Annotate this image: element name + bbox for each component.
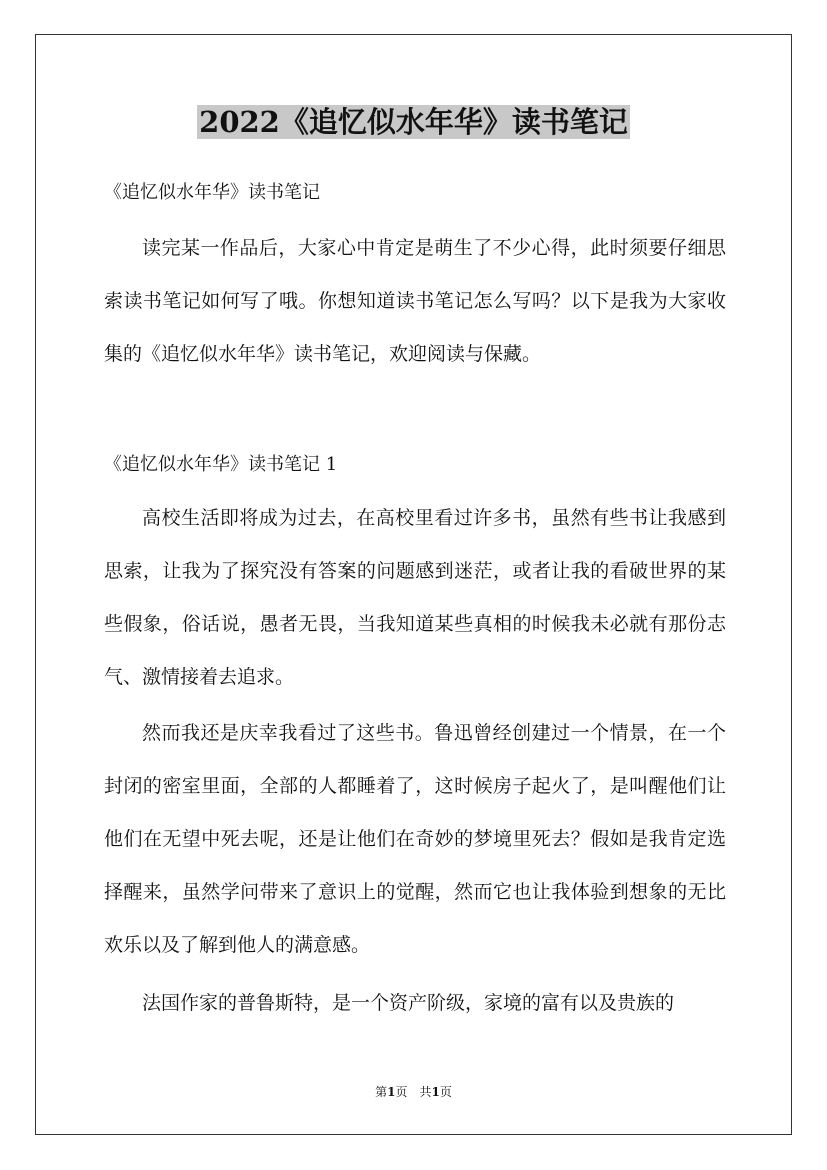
section-heading: 《追忆似水年华》读书笔记 1 — [104, 454, 338, 475]
document-subtitle: 《追忆似水年华》读书笔记 — [104, 182, 320, 203]
body-paragraph-2: 然而我还是庆幸我看过了这些书。鲁迅曾经创建过一个情景，在一个封闭的密室里面，全部的人都睡着了，这时候房子起火了，是叫醒他们让他们在无望中死去呢，还是让他们在奇妙的梦境里死去？假如是我肯定选择醒来，虽然学问带来了意识上的觉醒，然而它也让我体验到想象的无比欢乐以及了解到他人的满意感。 — [104, 722, 726, 956]
footer-prefix: 第 — [375, 1085, 388, 1099]
body-paragraph-3: 法国作家的普鲁斯特，是一个资产阶级，家境的富有以及贵族的 — [142, 992, 675, 1014]
footer-page-total: 1 — [431, 1085, 440, 1099]
footer-suffix: 页 — [439, 1085, 452, 1099]
body-paragraph-1: 高校生活即将成为过去，在高校里看过许多书，虽然有些书让我感到思索，让我为了探究没有答案的问题感到迷茫，或者让我的看破世界的某些假象，俗话说，愚者无畏，当我知道某些真相的时候我未必就有那份志气、激情接着去追求。 — [104, 507, 726, 688]
document-title-text: 2022《追忆似水年华》读书笔记 — [199, 105, 628, 139]
page-footer — [0, 1083, 827, 1101]
footer-page-number: 1 — [387, 1085, 396, 1099]
document-title — [0, 100, 827, 144]
intro-paragraph: 读完某一作品后，大家心中肯定是萌生了不少心得，此时须要仔细思索读书笔记如何写了哦。你想知道读书笔记怎么写吗？以下是我为大家收集的《追忆似水年华》读书笔记，欢迎阅读与保藏。 — [104, 237, 726, 365]
footer-mid: 页 共 — [395, 1085, 432, 1099]
